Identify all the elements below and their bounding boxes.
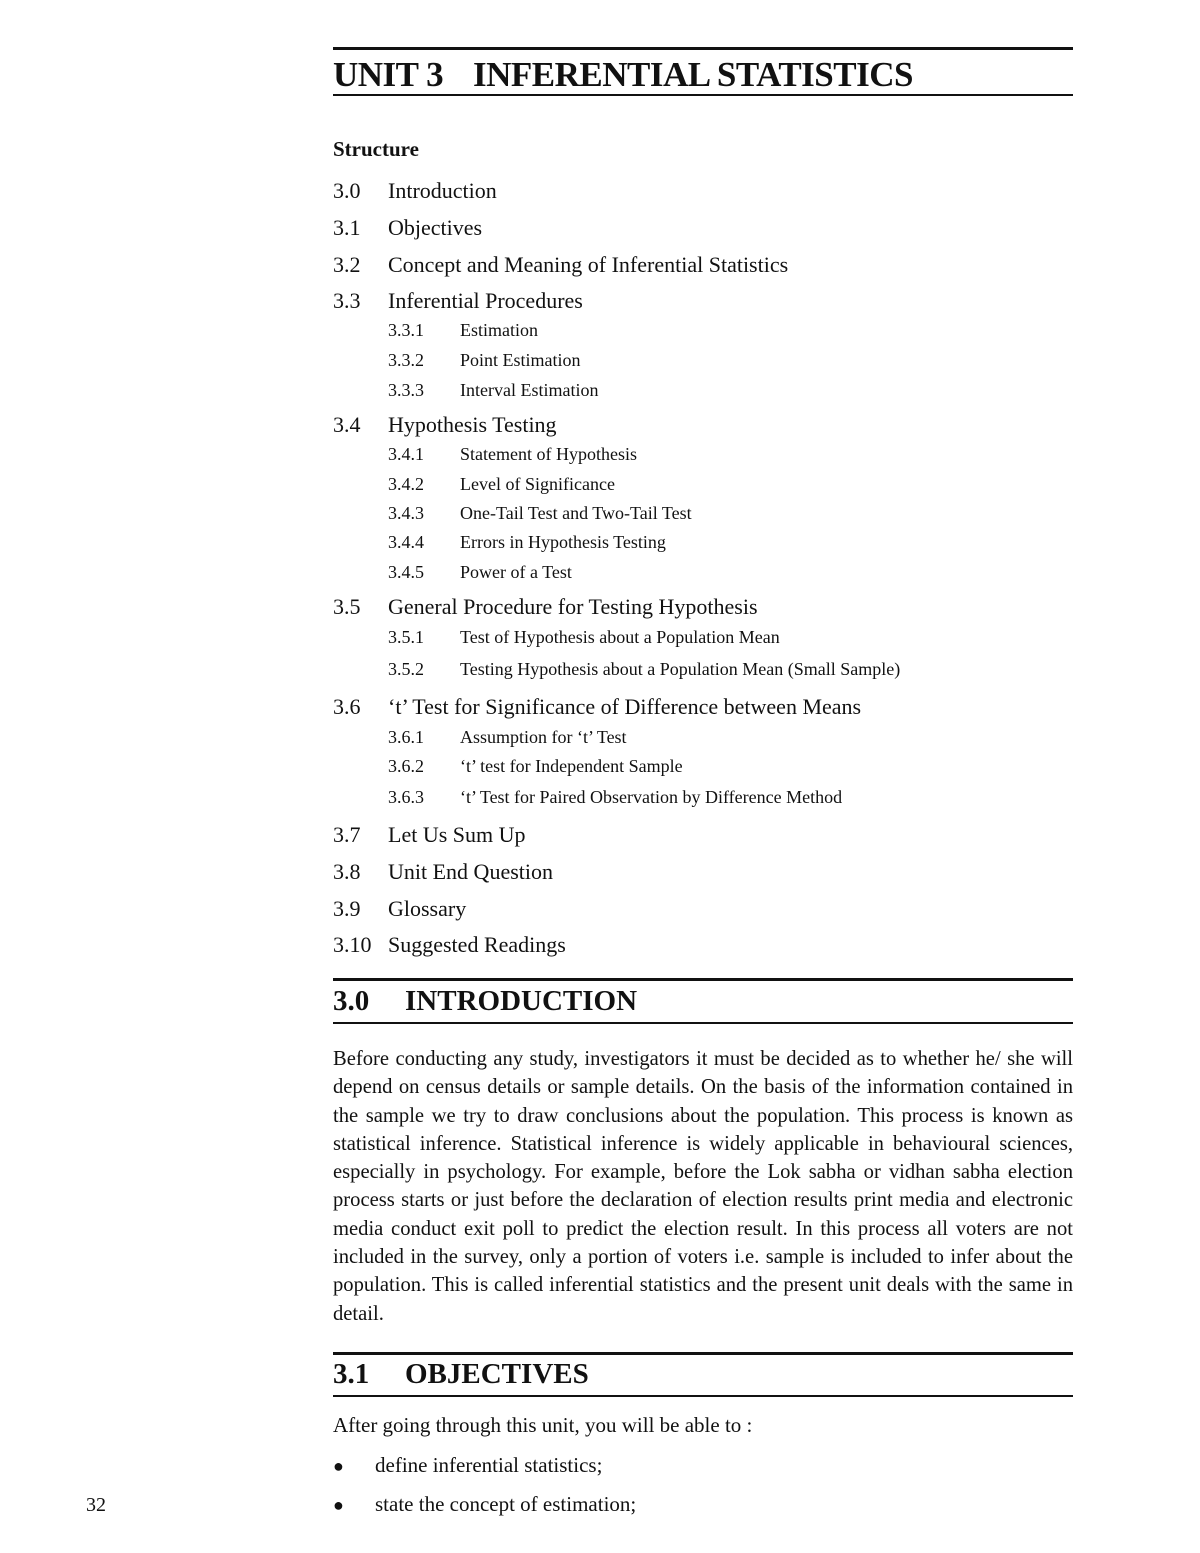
toc-entry [333, 288, 583, 314]
toc-entry [333, 215, 482, 241]
toc-subentry [388, 562, 572, 583]
top-rule [333, 47, 1073, 50]
page-number: 32 [86, 1494, 106, 1516]
toc-title: Glossary [388, 896, 467, 921]
toc-title: Statement of Hypothesis [460, 444, 637, 464]
toc-title: ‘t’ Test for Paired Observation by Difference Method [460, 787, 843, 807]
toc-subentry [388, 350, 581, 371]
unit-title-underline [333, 94, 1073, 96]
toc-number: 3.0 [333, 178, 361, 203]
toc-number: 3.4.3 [388, 503, 424, 523]
toc-number: 3.3 [333, 288, 361, 313]
toc-number: 3.5.2 [388, 659, 424, 679]
objectives-heading [333, 1358, 589, 1391]
toc-number: 3.9 [333, 896, 361, 921]
introduction-number: 3.0 [333, 985, 370, 1017]
unit-title-text: INFERENTIAL STATISTICS [473, 55, 913, 94]
toc-number: 3.10 [333, 932, 372, 957]
toc-title: ‘t’ test for Independent Sample [460, 756, 683, 776]
toc-number: 3.7 [333, 822, 361, 847]
toc-title: Level of Significance [460, 474, 615, 494]
toc-title: Let Us Sum Up [388, 822, 526, 847]
toc-title: Point Estimation [460, 350, 581, 370]
toc-entry [333, 252, 788, 278]
toc-title: ‘t’ Test for Significance of Difference between Means [388, 694, 862, 719]
toc-number: 3.6.3 [388, 787, 424, 807]
toc-number: 3.6 [333, 694, 361, 719]
toc-entry [333, 896, 466, 922]
toc-number: 3.3.2 [388, 350, 424, 370]
toc-entry [333, 594, 758, 620]
toc-number: 3.4 [333, 412, 361, 437]
toc-subentry [388, 380, 598, 401]
toc-entry [333, 694, 861, 720]
introduction-paragraph: Before conducting any study, investigators it must be decided as to whether he/ she will depend on census details or sample details. On the basis of the information contained in the sample we try to draw conclusions about the population. This process is known as statistical inference. Statistical inference is widely applicable in behavioural sciences, especially in psychology. For example, before the Lok sabha or vidhan sabha election process starts or just before the declaration of election results print media and electronic media conduct exit poll to predict the election result. In this process all voters are not included in the survey, only a portion of voters i.e. sample is included to infer about the population. This is called inferential statistics and the present unit deals with the same in detail. [333, 1048, 1073, 1325]
toc-title: Concept and Meaning of Inferential Statistics [388, 252, 789, 277]
unit-title [333, 55, 913, 95]
toc-entry [333, 178, 497, 204]
toc-subentry [388, 444, 637, 465]
toc-subentry [388, 320, 538, 341]
toc-number: 3.8 [333, 859, 361, 884]
objectives-number: 3.1 [333, 1358, 370, 1390]
toc-number: 3.4.2 [388, 474, 424, 494]
objective-text: define inferential statistics; [375, 1453, 603, 1477]
toc-number: 3.2 [333, 252, 361, 277]
toc-title: Power of a Test [460, 562, 572, 582]
toc-number: 3.6.1 [388, 727, 424, 747]
toc-number: 3.4.5 [388, 562, 424, 582]
toc-number: 3.6.2 [388, 756, 424, 776]
toc-title: Unit End Question [388, 859, 553, 884]
structure-heading: Structure [333, 137, 419, 161]
objectives-top-rule [333, 1352, 1073, 1355]
toc-subentry [388, 474, 615, 495]
objectives-bottom-rule [333, 1395, 1073, 1397]
objective-bullet [333, 1453, 602, 1478]
toc-title: Introduction [388, 178, 497, 203]
bullet-icon: ● [333, 1456, 344, 1476]
objectives-lead: After going through this unit, you will be able to : [333, 1413, 753, 1437]
introduction-heading [333, 985, 637, 1018]
toc-title: One-Tail Test and Two-Tail Test [460, 503, 692, 523]
toc-number: 3.5 [333, 594, 361, 619]
toc-number: 3.4.4 [388, 532, 424, 552]
objective-text: state the concept of estimation; [375, 1492, 637, 1516]
toc-entry [333, 859, 553, 885]
toc-title: Test of Hypothesis about a Population Mean [460, 627, 780, 647]
toc-number: 3.3.3 [388, 380, 424, 400]
intro-top-rule [333, 978, 1073, 981]
toc-title: Testing Hypothesis about a Population Mean (Small Sample) [460, 659, 901, 679]
toc-title: Errors in Hypothesis Testing [460, 532, 666, 552]
toc-title: General Procedure for Testing Hypothesis [388, 594, 758, 619]
toc-subentry [388, 756, 683, 777]
toc-title: Interval Estimation [460, 380, 599, 400]
toc-entry [333, 412, 557, 438]
toc-title: Inferential Procedures [388, 288, 583, 313]
bullet-icon: ● [333, 1495, 344, 1515]
intro-bottom-rule [333, 1022, 1073, 1024]
toc-subentry [388, 532, 666, 553]
toc-subentry [388, 787, 842, 808]
toc-number: 3.3.1 [388, 320, 424, 340]
toc-subentry [388, 627, 780, 648]
toc-number: 3.1 [333, 215, 361, 240]
toc-title: Assumption for ‘t’ Test [460, 727, 627, 747]
objective-bullet [333, 1492, 636, 1517]
toc-subentry [388, 659, 900, 680]
toc-number: 3.5.1 [388, 627, 424, 647]
toc-entry [333, 822, 526, 848]
toc-subentry [388, 727, 627, 748]
toc-number: 3.4.1 [388, 444, 424, 464]
toc-title: Suggested Readings [388, 932, 566, 957]
toc-subentry [388, 503, 692, 524]
toc-title: Objectives [388, 215, 483, 240]
objectives-title: OBJECTIVES [405, 1358, 589, 1390]
toc-entry [333, 932, 566, 958]
introduction-title: INTRODUCTION [405, 985, 638, 1017]
toc-title: Estimation [460, 320, 538, 340]
unit-number: UNIT 3 [333, 55, 444, 94]
toc-title: Hypothesis Testing [388, 412, 557, 437]
